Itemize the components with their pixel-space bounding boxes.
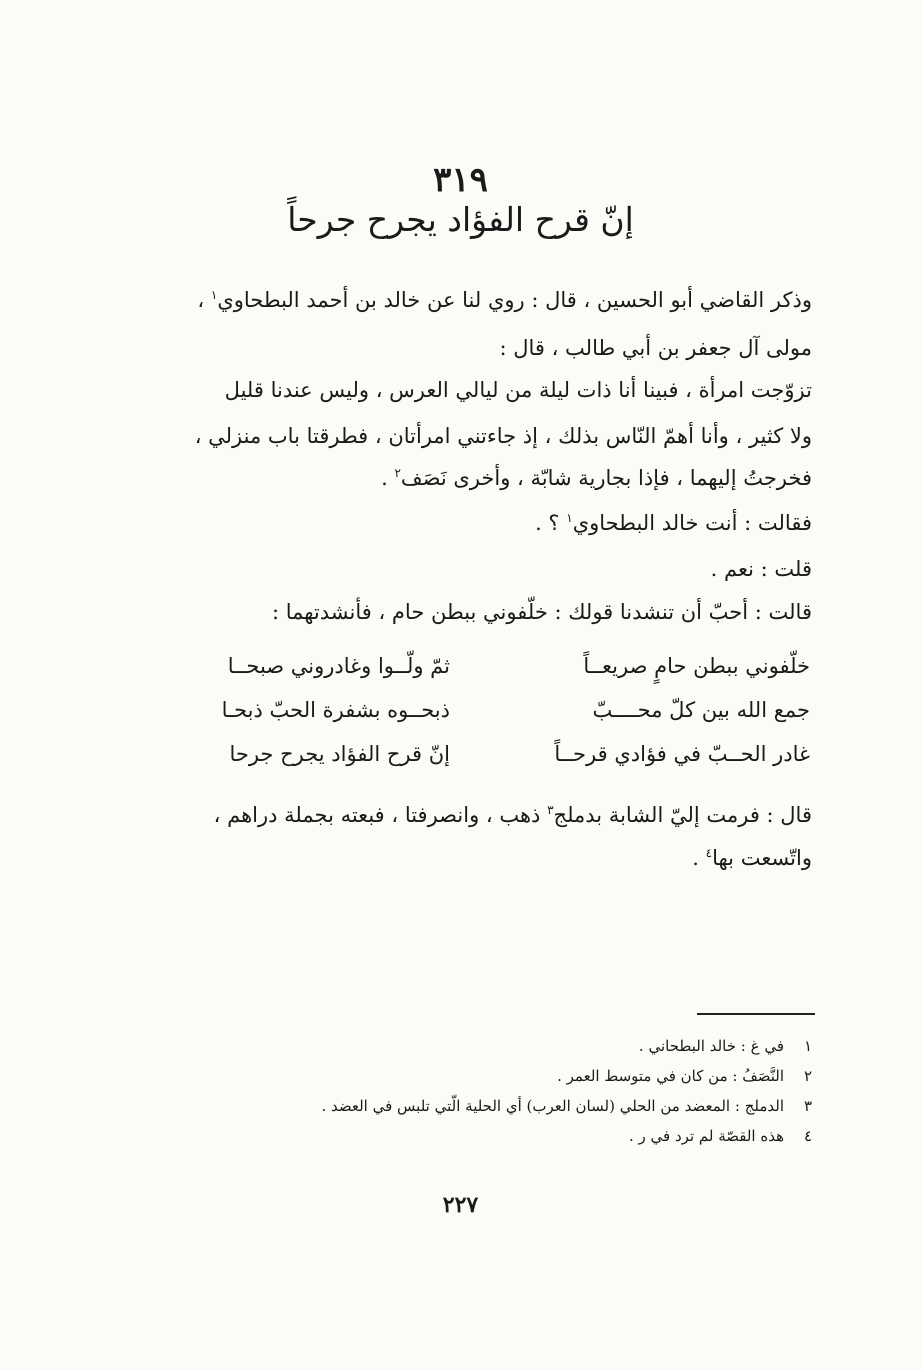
dialogue-line: فقالت : أنت خالد البطحاوي$^١$ ؟ . xyxy=(535,511,812,535)
body-line: فخرجتُ إليهما ، فإذا بجارية شابّة ، وأخرى نَصَف$^٢$ . xyxy=(381,466,812,490)
body-line: قال : فرمت إليّ الشابة بدملج$^٣$ ذهب ، وانصرفتا ، فبعته بجملة دراهم ، xyxy=(213,803,812,827)
footnote-divider xyxy=(697,1013,815,1015)
footnote-ref: ٢ xyxy=(394,466,401,480)
story-title: إنّ قرح الفؤاد يجرح جرحاً xyxy=(287,200,634,239)
footnote-ref: ٤ xyxy=(705,846,713,860)
footnote xyxy=(250,1093,812,1123)
body-line: مولى آل جعفر بن أبي طالب ، قال : xyxy=(499,336,812,360)
footnote-number: ٢ xyxy=(803,1067,812,1085)
footnote-text: هذه القصّة لم ترد في ر . xyxy=(629,1127,784,1145)
footnote-ref: ٣ xyxy=(547,803,554,817)
verse-first-hemistich: جمع الله بين كلّ محــــبّ xyxy=(592,698,810,722)
verse-second-hemistich: ثمّ ولّــوا وغادروني صبحــا xyxy=(227,654,450,678)
footnote-number: ٣ xyxy=(803,1097,812,1115)
verse-second-hemistich: إنّ قرح الفؤاد يجرح جرحا xyxy=(229,742,450,766)
footnote xyxy=(250,1063,812,1093)
verse xyxy=(170,736,810,780)
footnote-ref: ١ xyxy=(566,511,573,525)
footnote-text: في غ : خالد البطحاني . xyxy=(638,1037,784,1055)
verse-first-hemistich: غادر الحــبّ في فؤادي قرحــاً xyxy=(554,742,810,766)
footnote-number: ١ xyxy=(803,1037,812,1055)
footnote xyxy=(250,1123,812,1153)
verse-first-hemistich: خلّفوني ببطن حامٍ صريعــاً xyxy=(583,654,810,678)
footnote-text: الدملج : المعضد من الحلي (لسان العرب) أي الحلية الّتي تلبس في العضد . xyxy=(321,1097,784,1115)
verse-second-hemistich: ذبحــوه بشفرة الحبّ ذبحـا xyxy=(221,698,450,722)
footnote-number: ٤ xyxy=(803,1127,812,1145)
verse xyxy=(170,648,810,692)
body-line: ولا كثير ، وأنا أهمّ النّاس بذلك ، إذ جاءتني امرأتان ، فطرقتا باب منزلي ، xyxy=(194,424,812,448)
body-line: وذكر القاضي أبو الحسين ، قال : روي لنا عن خالد بن أحمد البطحاوي$^١$ ، xyxy=(197,288,812,312)
footnotes xyxy=(250,1033,812,1153)
body-line: تزوّجت امرأة ، فبينا أنا ذات ليلة من ليالي العرس ، وليس عندنا قليل xyxy=(224,378,812,402)
poem xyxy=(170,648,810,780)
dialogue-line: قالت : أحبّ أن تنشدنا قولك : خلّفوني ببطن حام ، فأنشدتهما : xyxy=(271,600,812,624)
footnote-text: النَّصَفُ : من كان في متوسط العمر . xyxy=(557,1067,784,1085)
footnote-ref: ١ xyxy=(210,288,218,302)
body-line: واتّسعت بها$^٤$ . xyxy=(692,846,812,870)
verse xyxy=(170,692,810,736)
page-number: ٢٢٧ xyxy=(442,1192,479,1218)
story-number: ٣١٩ xyxy=(433,160,488,200)
dialogue-line: قلت : نعم . xyxy=(710,557,812,581)
footnote xyxy=(250,1033,812,1063)
